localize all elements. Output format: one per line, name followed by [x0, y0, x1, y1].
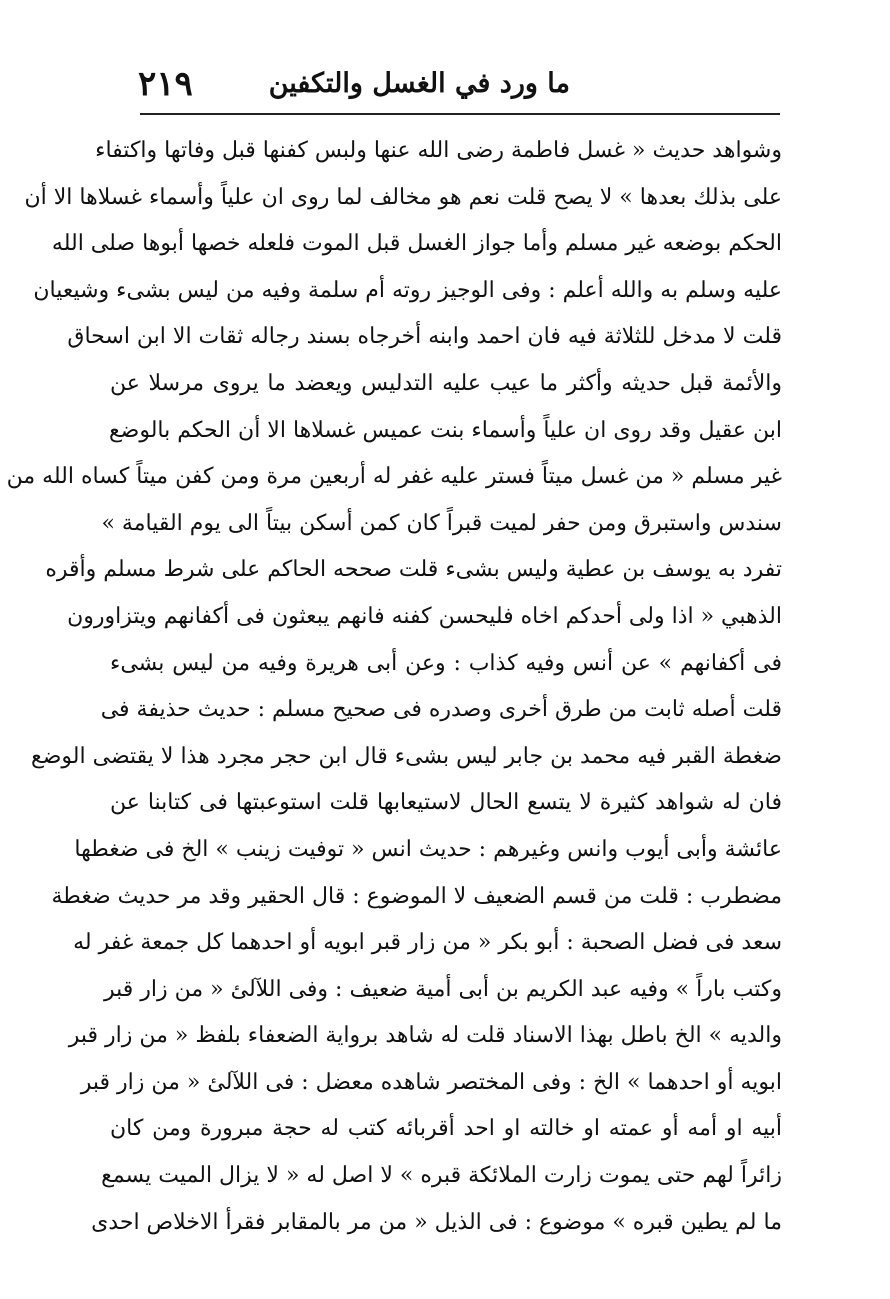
page-number: ٢١٩ [138, 64, 193, 104]
text-line: ابويه أو احدهما » الخ : وفى المختصر شاهده معضل : فى اللآلئ « من زار قبر [80, 1069, 782, 1095]
text-line: وكتب باراً » وفيه عبد الكريم بن أبى أمية ضعيف : وفى اللآلئ « من زار قبر [103, 976, 782, 1002]
text-line: سندس واستبرق ومن حفر لميت قبراً كان كمن أسكن بيتاً الى يوم القيامة » [101, 510, 782, 536]
text-line: زائراً لهم حتى يموت زارت الملائكة قبره » لا اصل له « لا يزال الميت يسمع [101, 1163, 782, 1189]
text-line: عائشة وأبى أيوب وانس وغيرهم : حديث انس « توفيت زينب » الخ فى ضغطها [74, 836, 782, 862]
text-line: ضغطة القبر فيه محمد بن جابر ليس بشىء قال ابن حجر مجرد هذا لا يقتضى الوضع [31, 743, 782, 769]
text-line: وشواهد حديث « غسل فاطمة رضى الله عنها ولبس كفنها قبل وفاتها واكتفاء [95, 138, 782, 163]
text-line: تفرد به يوسف بن عطية وليس بشىء قلت صححه الحاكم على شرط مسلم وأقره [45, 557, 782, 583]
text-line: على بذلك بعدها » لا يصح قلت نعم هو مخالف لما روى ان علياً وأسماء غسلاها الا أن [24, 184, 782, 210]
text-line: ما لم يطين قبره » موضوع : فى الذيل « من مر بالمقابر فقرأ الاخلاص احدى [91, 1209, 782, 1235]
text-line: قلت أصله ثابت من طرق أخرى وصدره فى صحيح مسلم : حديث حذيفة فى [100, 697, 782, 723]
text-line: قلت لا مدخل للثلاثة فيه فان احمد وابنه أخرجاه بسند رجاله ثقات الا ابن اسحاق [67, 324, 782, 350]
text-line: الذهبي « اذا ولى أحدكم اخاه فليحسن كفنه فانهم يبعثون فى أكفانهم ويتزاورون [67, 603, 782, 629]
text-line: والديه » الخ باطل بهذا الاسناد قلت له شاهد برواية الضعفاء بلفظ « من زار قبر [68, 1023, 782, 1049]
header-rule [140, 113, 780, 115]
text-line: أبيه او أمه أو عمته او خالته او احد أقربائه كتب له حجة مبرورة ومن كان [110, 1116, 782, 1142]
text-line: سعد فى فضل الصحبة : أبو بكر « من زار قبر ابويه أو احدهما كل جمعة غفر له [73, 930, 782, 956]
running-title: ما ورد في الغسل والتكفين [268, 68, 570, 99]
text-line: الحكم بوضعه غير مسلم وأما جواز الغسل قبل الموت فلعله خصها أبوها صلى الله [51, 231, 782, 257]
text-line: غير مسلم « من غسل ميتاً فستر عليه غفر له أربعين مرة ومن كفن ميتاً كساه الله من [6, 464, 782, 490]
text-line: عليه وسلم به والله أعلم : وفى الوجيز روته أم سلمة وفيه من ليس بشىء وشيعيان [33, 277, 782, 303]
page-header [138, 66, 780, 110]
text-line: ابن عقيل وقد روى ان علياً وأسماء بنت عميس غسلاها الا أن الحكم بالوضع [108, 417, 782, 443]
text-line: مضطرب : قلت من قسم الضعيف لا الموضوع : قال الحقير وقد مر حديث ضغطة [51, 883, 782, 909]
text-line: والأئمة قبل حديثه وأكثر ما عيب عليه التدليس ويعضد ما يروى مرسلا عن [110, 370, 782, 396]
text-line: فان له شواهد كثيرة لا يتسع الحال لاستيعابها قلت استوعبتها فى كتابنا عن [110, 790, 782, 816]
body-text [6, 128, 782, 1246]
text-line: فى أكفانهم » عن أنس وفيه كذاب : وعن أبى هريرة وفيه من ليس بشىء [110, 650, 782, 676]
